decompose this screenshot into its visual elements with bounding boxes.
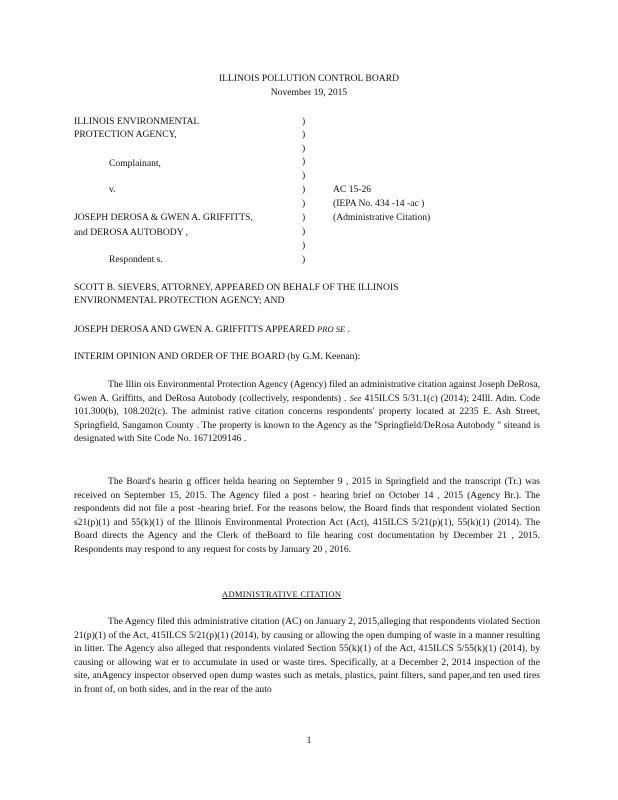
paragraph-introduction-text: The Illin ois Environmental Protection Agency (Agency) filed an administrative citation against Joseph DeRosa, Gwen A. Griffitts, and DeRosa Autobody (collectively, respondents) .	[74, 379, 540, 404]
case-number: AC 15-26	[333, 184, 372, 195]
caption-paren: )	[302, 240, 306, 251]
appearance-line-1: SCOTT B. SIEVERS, ATTORNEY, APPEARED ON BEHALF OF THE ILLINOIS	[74, 282, 399, 293]
caption-paren: )	[302, 184, 306, 195]
appearance-period: .	[347, 324, 350, 335]
caption-paren: )	[302, 156, 306, 167]
caption-paren: )	[302, 198, 306, 209]
complainant-label: Complainant,	[109, 158, 161, 169]
appearance-line-2: ENVIRONMENTAL PROTECTION AGENCY; AND	[74, 295, 285, 306]
caption-paren: )	[302, 116, 306, 127]
board-name: ILLINOIS POLLUTION CONTROL BOARD	[218, 73, 400, 84]
appearance-line-3	[74, 323, 350, 336]
respondent-label: Respondent s.	[109, 254, 163, 265]
section-title-text: ADMINISTRATIVE CITATION	[222, 589, 342, 599]
respondent-name-line-2: and DEROSA AUTOBODY ,	[74, 227, 189, 238]
iepa-number: (IEPA No. 434 -14 -ac )	[333, 198, 425, 209]
respondent-name-line-1: JOSEPH DEROSA & GWEN A. GRIFFITTS,	[74, 212, 253, 223]
paragraph-procedural-history	[74, 475, 540, 556]
caption-paren: )	[302, 226, 306, 237]
see-signal: See	[349, 392, 362, 403]
caption-paren: )	[302, 170, 306, 181]
page-number: 1	[306, 735, 312, 746]
appearance-respondents: JOSEPH DEROSA AND GWEN A. GRIFFITTS APPEARED	[74, 324, 315, 335]
opinion-heading: INTERIM OPINION AND ORDER OF THE BOARD (by G.M. Keenan):	[74, 351, 361, 362]
complainant-name-line-1: ILLINOIS ENVIRONMENTAL	[74, 116, 200, 127]
complainant-name-line-2: PROTECTION AGENCY,	[74, 129, 177, 140]
paragraph-administrative-citation-text: The Agency filed this administrative citation (AC) on January 2, 2015,alleging that respondents violated Section 21(p)(1) of the Act, 415ILCS 5/21(p)(1) (2014), by causing or allowing the open dumping of waste in a manner resulting in litter. The Agency also alleged that respondents violated Section 55(k)(1) of the Act, 415ILCS 5/55(k)(1) (2014), by causing or allowing wat er to accumulate in used or waste tires. Specifically, at a December 2, 2014 inspection of the site, anAgency inspector observed open dump wastes such as metals, plastics, paint filters, sand paper,and ten used tires in front of, on both sides, and in the rear of the auto	[74, 616, 540, 695]
case-type: (Administrative Citation)	[333, 212, 431, 223]
caption-paren: )	[302, 129, 306, 140]
paragraph-procedural-history-text: The Board's hearin g officer helda hearing on September 9 , 2015 in Springfield and the transcript (Tr.) was received on September 15, 2015. The Agency filed a post - hearing brief on October 14 , 2015 (Agency Br.). The respondents did not file a post -hearing brief. For the reasons below, the Board finds that respondent violated Section s21(p)(1) and 55(k)(1) of the Illinois Environmental Protection Act (Act), 415ILCS 5/21(p)(1), 55(k)(1) (2014). The Board directs the Agency and the Clerk of theBoard to file hearing cost documentation by December 21 , 2015. Respondents may respond to any request for costs by January 20 , 2016.	[74, 476, 540, 555]
paragraph-administrative-citation	[74, 615, 540, 696]
paragraph-introduction	[74, 378, 540, 446]
versus: v.	[109, 184, 116, 195]
caption-paren: )	[302, 143, 306, 154]
decision-date: November 19, 2015	[270, 87, 348, 98]
paragraph-introduction-rest: 415ILCS 5/31.1(c) (2014); 24Ill. Adm. Code 101.300(b), 108.202(c). The administ rative citation concerns respondents' property located at 2235 E. Ash Street, Springfield, Sangamon County . The property is known to the Agency as the ''Springfield/DeRosa Autobody '' siteand is designated with Site Code No. 1671209146 .	[74, 392, 541, 444]
pro-se: PRO SE	[317, 324, 346, 334]
caption-paren: )	[302, 212, 306, 223]
section-title	[222, 588, 341, 601]
caption-paren: )	[302, 254, 306, 265]
